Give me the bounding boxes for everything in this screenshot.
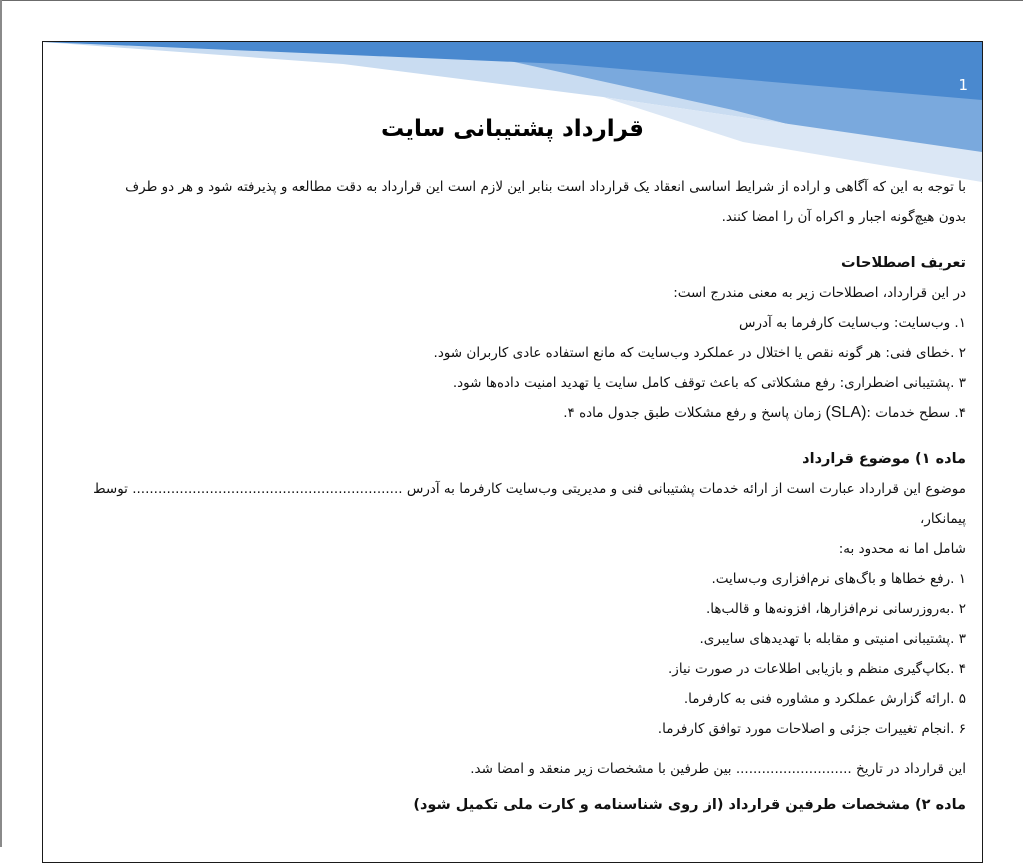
article1-heading: ماده ۱) موضوع قرارداد	[802, 451, 966, 467]
definitions-lead: در این قرارداد، اصطلاحات زیر به معنی مندرج است:	[673, 285, 966, 301]
intro-line-2: بدون هیچ‌گونه اجبار و اکراه آن را امضا کنند.	[721, 209, 966, 225]
header-banner	[43, 42, 982, 182]
article1-line-2: شامل اما نه محدود به:	[838, 541, 966, 557]
article2-heading: ماده ۲) مشخصات طرفین قرارداد (از روی شناسنامه و کارت ملی تکمیل شود)	[413, 797, 966, 813]
article1-item: ۳ .پشتیبانی امنیتی و مقابله با تهدیدهای سایبری.	[699, 631, 966, 647]
sla-prefix: ۴. سطح خدمات :	[866, 405, 966, 421]
window-edge-top	[0, 0, 1023, 1]
definitions-heading: تعریف اصطلاحات	[841, 255, 966, 271]
article1-item: ۵ .ارائه گزارش عملکرد و مشاوره فنی به کارفرما.	[683, 691, 966, 707]
document-body	[69, 172, 966, 820]
definition-item: ۲ .خطای فنی: هر گونه نقص یا اختلال در عملکرد وب‌سایت که مانع استفاده عادی کاربران شود.	[433, 345, 966, 361]
definition-item: ۳ .پشتیبانی اضطراری: رفع مشکلاتی که باعث توقف کامل سایت یا تهدید امنیت داده‌ها شود.	[452, 375, 966, 391]
article1-item: ۶ .انجام تغییرات جزئی و اصلاحات مورد توافق کارفرما.	[657, 721, 966, 737]
article1-line-1: موضوع این قرارداد عبارت است از ارائه خدمات پشتیبانی فنی و مدیریتی وب‌سایت کارفرما به آدرس ............................................................... توسط پیمانکار،	[93, 481, 966, 527]
article1-item: ۴ .بکاپ‌گیری منظم و بازیابی اطلاعات در صورت نیاز.	[668, 661, 966, 677]
article1-item: ۱ .رفع خطاها و باگ‌های نرم‌افزاری وب‌سایت.	[711, 571, 966, 587]
sla-code: (SLA)	[825, 404, 867, 421]
intro-line-1: با توجه به این که آگاهی و اراده از شرایط اساسی انعقاد یک قرارداد است بنابر این لازم است این قرارداد به دقت مطالعه و پذیرفته شود و هر دو طرف	[125, 179, 966, 195]
definition-item-sla	[69, 398, 966, 428]
article1-closing: این قرارداد در تاریخ ........................... بین طرفین با مشخصات زیر منعقد و امضا شد.	[470, 761, 966, 777]
definition-item: ۱. وب‌سایت: وب‌سایت کارفرما به آدرس	[739, 315, 966, 331]
window-edge-left	[0, 0, 2, 847]
document-title: قرارداد پشتیبانی سایت	[381, 116, 644, 142]
page-number: 1	[958, 76, 968, 94]
document-page	[42, 41, 983, 863]
article1-item: ۲ .به‌روزرسانی نرم‌افزارها، افزونه‌ها و قالب‌ها.	[706, 601, 966, 617]
sla-suffix: زمان پاسخ و رفع مشکلات طبق جدول ماده ۴.	[563, 405, 826, 421]
